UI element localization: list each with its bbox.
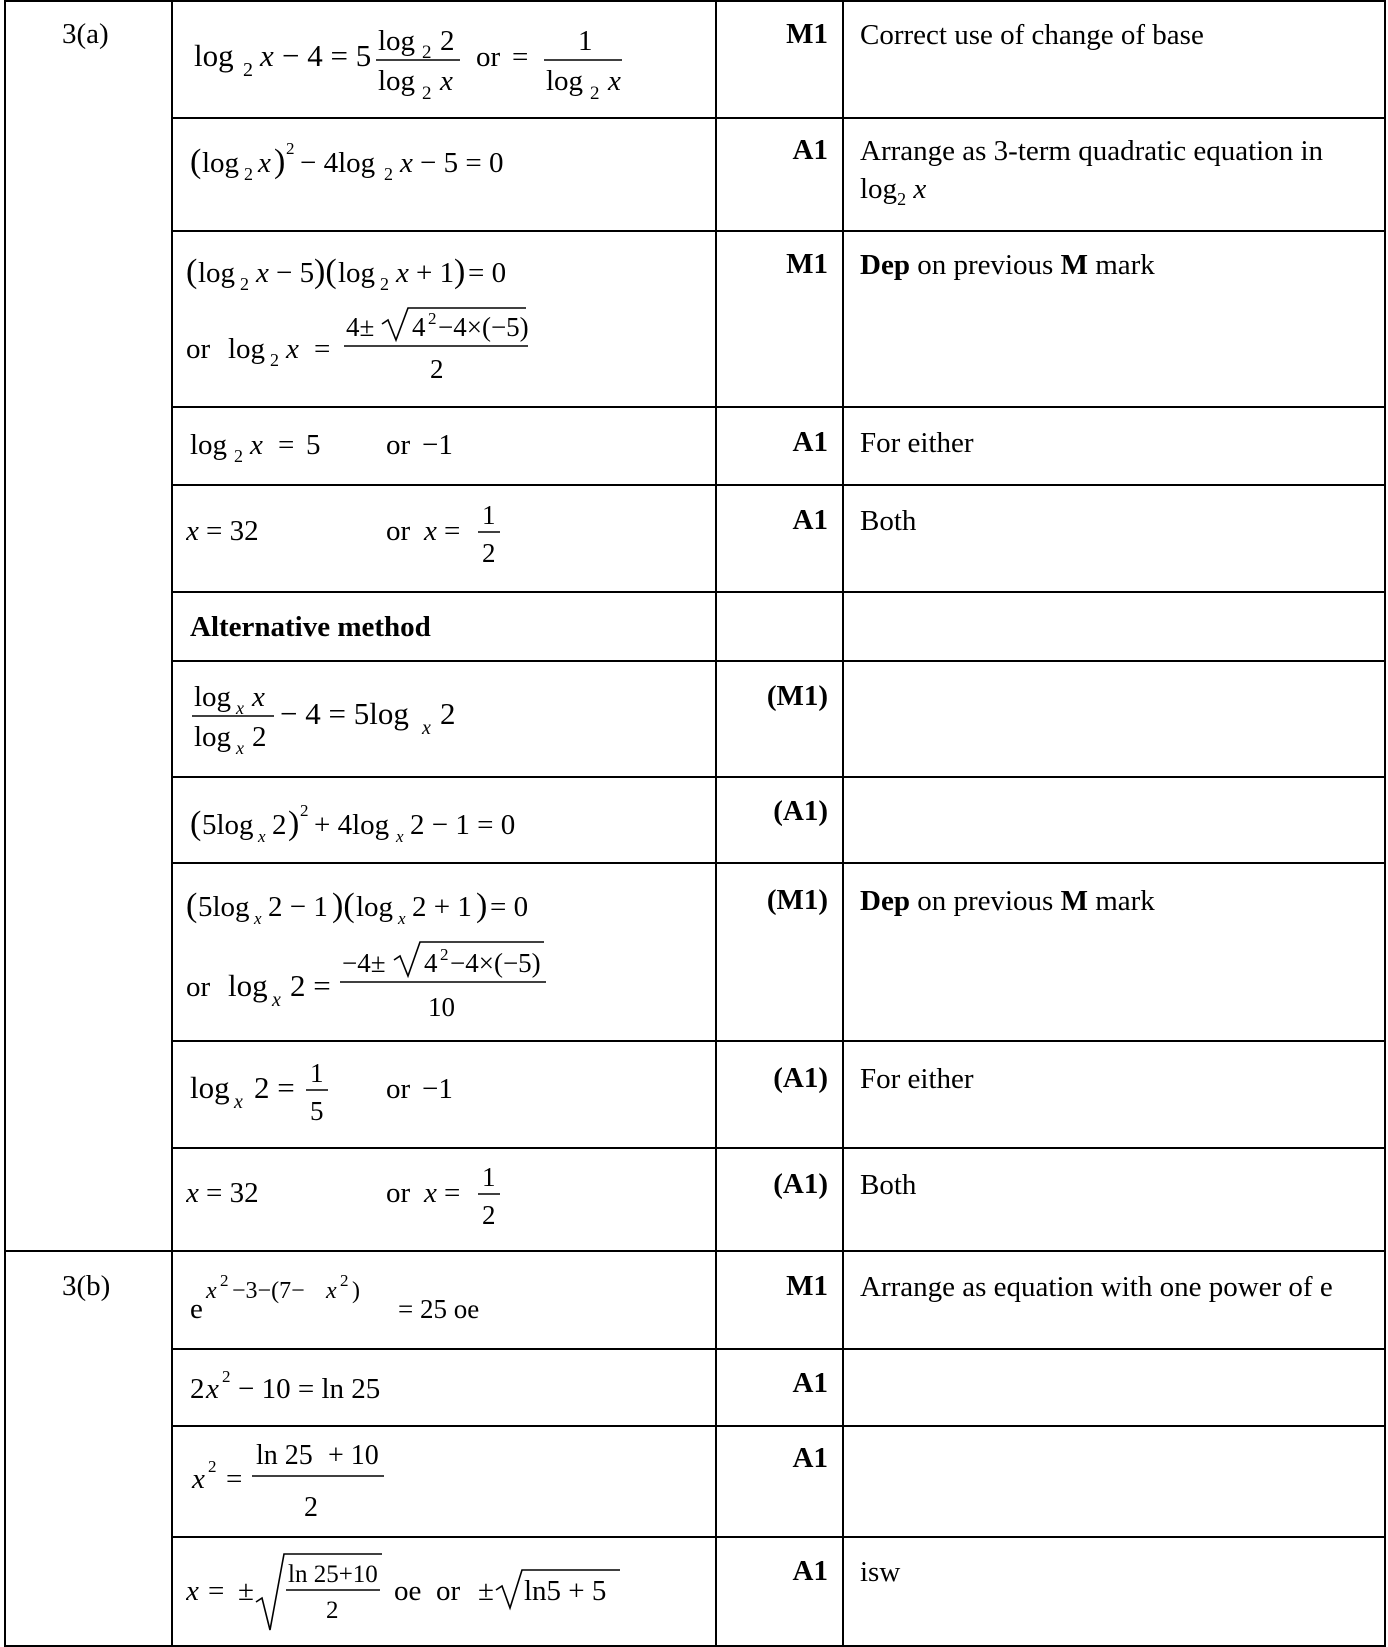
working-row-9 (186, 876, 706, 1041)
svg-text:−3−(7−: −3−(7− (232, 1278, 305, 1304)
working-row-5 (186, 498, 706, 583)
svg-text:=: = (444, 1177, 461, 1209)
comment-part: on previous (909, 249, 1061, 281)
svg-text:= 32: = 32 (206, 515, 259, 547)
table-divider-col3 (842, 0, 844, 1647)
svg-text:log: log (378, 65, 416, 97)
comment-text: For either (860, 427, 974, 459)
row-divider (171, 591, 1386, 593)
svg-text:log: log (338, 257, 376, 289)
comment-part: on previous (909, 885, 1061, 917)
ln25: ln 25 (256, 1440, 313, 1471)
mark-label: M1 (786, 1270, 828, 1302)
svg-text:±: ± (238, 1575, 254, 1607)
row-divider (171, 117, 1386, 119)
svg-text:x: x (398, 909, 406, 928)
svg-text:log: log (194, 721, 232, 753)
svg-text:x: x (396, 257, 409, 289)
svg-text:x: x (424, 515, 437, 547)
svg-text:ln 25+10: ln 25+10 (288, 1561, 378, 1588)
svg-text:x: x (258, 147, 271, 179)
svg-text:x: x (192, 1463, 205, 1495)
mark-label: M1 (786, 248, 828, 280)
working-row-8 (190, 798, 710, 863)
mark-label: A1 (792, 426, 828, 458)
svg-text:= 0: = 0 (490, 891, 529, 923)
svg-text:x: x (206, 1373, 219, 1405)
row-divider (171, 1425, 1386, 1427)
svg-text:2: 2 (244, 164, 253, 184)
mark-label: (M1) (766, 680, 828, 712)
equation-final-answer (186, 1540, 706, 1640)
svg-text:2: 2 (234, 446, 243, 466)
svg-text:− 4 = 5log: − 4 = 5log (280, 696, 409, 731)
working-row-15 (186, 1540, 706, 1645)
equation-alt-quadratic (190, 798, 710, 858)
svg-text:log: log (194, 681, 232, 713)
svg-text:1: 1 (310, 1058, 324, 1088)
working-row-3 (186, 240, 706, 405)
svg-text:2: 2 (220, 1271, 229, 1290)
svg-text:2: 2 (300, 801, 309, 820)
svg-text:2: 2 (304, 1492, 318, 1522)
svg-text:=: = (314, 333, 331, 365)
svg-text:)(: )( (332, 887, 355, 924)
row-divider (171, 660, 1386, 662)
svg-text:x: x (254, 909, 262, 928)
part-label-3a: 3(a) (62, 18, 109, 50)
svg-text:2: 2 (422, 83, 432, 104)
comment-text: isw (860, 1556, 901, 1588)
svg-text:− 5 = 0: − 5 = 0 (420, 147, 504, 179)
svg-text:x: x (186, 1177, 199, 1209)
svg-text:x: x (250, 429, 263, 461)
equation-x-values (186, 498, 706, 578)
working-row-14 (190, 1432, 710, 1527)
equation-alt-factorised (186, 876, 706, 1036)
svg-text:2: 2 (208, 1457, 217, 1476)
svg-text:=: = (208, 1575, 225, 1607)
svg-text:2 − 1: 2 − 1 (268, 891, 328, 923)
row-divider (171, 1348, 1386, 1350)
svg-text:2: 2 (272, 809, 287, 841)
svg-text:= 32: = 32 (206, 1177, 259, 1209)
comment-text: Correct use of change of base (860, 19, 1204, 51)
row-divider (171, 776, 1386, 778)
svg-text:2 + 1: 2 + 1 (412, 891, 472, 923)
mark-label: M1 (786, 18, 828, 50)
svg-text:4: 4 (424, 948, 438, 978)
table-border-left (4, 0, 6, 1647)
value-minus-1: −1 (422, 1073, 453, 1105)
comment-line: Arrange as 3-term quadratic equation in (860, 135, 1324, 167)
svg-text:2: 2 (482, 1200, 496, 1230)
working-row-7 (190, 672, 710, 767)
svg-text:log: log (190, 1070, 230, 1105)
svg-text:−4×(−5): −4×(−5) (438, 312, 529, 342)
svg-text:2: 2 (590, 83, 600, 104)
working-row-12 (190, 1262, 710, 1347)
equation-log-values (190, 420, 710, 470)
svg-text:−4±: −4± (342, 948, 386, 978)
comment-text: For either (860, 1063, 974, 1095)
svg-text:2: 2 (286, 139, 295, 158)
svg-text:1: 1 (578, 25, 593, 57)
equation-alt-change-of-base (190, 672, 710, 762)
mark-label: A1 (792, 504, 828, 536)
svg-text:x: x (186, 515, 199, 547)
comment-text (860, 132, 1323, 218)
comment-text: Arrange as equation with one power of e (860, 1271, 1333, 1303)
svg-text:x: x (424, 1177, 437, 1209)
svg-text:5: 5 (310, 1096, 324, 1126)
svg-text:+ 10: + 10 (328, 1440, 379, 1471)
row-divider (171, 230, 1386, 232)
svg-text:10: 10 (428, 992, 455, 1022)
comment-part: mark (1087, 885, 1155, 917)
svg-text:2: 2 (380, 274, 389, 294)
svg-text:log: log (194, 38, 234, 73)
svg-text:): ) (476, 887, 488, 924)
svg-text:x: x (206, 1278, 217, 1304)
or-word: or (476, 41, 501, 73)
svg-text:±: ± (478, 1575, 494, 1607)
svg-text:4±: 4± (346, 312, 375, 342)
table-border-top (4, 0, 1386, 2)
oe-word: oe (394, 1575, 422, 1607)
or-word: or (386, 429, 411, 461)
svg-text:= 0: = 0 (468, 257, 507, 289)
mark-label: (A1) (773, 1168, 828, 1200)
svg-text:x: x (234, 1091, 243, 1113)
svg-text:−4×(−5): −4×(−5) (450, 948, 541, 978)
mark-label: (A1) (773, 1062, 828, 1094)
mark-label: A1 (792, 1555, 828, 1587)
equation-alt-x-values (186, 1160, 706, 1240)
svg-text:log: log (228, 968, 268, 1003)
svg-text:x: x (252, 681, 265, 713)
comment-text (860, 882, 1155, 920)
svg-text:)(: )( (314, 253, 337, 290)
svg-text:2: 2 (428, 309, 437, 328)
svg-text:): ) (288, 805, 300, 842)
svg-text:2 − 1 = 0: 2 − 1 = 0 (410, 809, 516, 841)
comment-text (860, 246, 1155, 284)
svg-text:log: log (356, 891, 394, 923)
svg-text:e: e (190, 1293, 203, 1325)
svg-text:4: 4 (412, 312, 426, 342)
svg-text:2: 2 (422, 42, 432, 63)
comment-text: Both (860, 1169, 917, 1201)
svg-text:log: log (378, 25, 416, 57)
svg-text:log: log (202, 147, 240, 179)
comment-bold: Dep (860, 249, 910, 281)
svg-text:2: 2 (440, 696, 456, 731)
svg-text:5log: 5log (202, 809, 254, 841)
svg-text:x: x (440, 65, 453, 97)
or-word: or (386, 1073, 411, 1105)
working-row-11 (186, 1160, 706, 1245)
working-row-10 (190, 1054, 710, 1139)
comment-bold: M (1060, 885, 1088, 917)
working-row-13 (190, 1364, 710, 1419)
svg-text:=: = (226, 1463, 243, 1495)
part-divider (4, 1250, 1386, 1252)
svg-text:2: 2 (190, 1373, 205, 1405)
svg-text:x: x (272, 989, 281, 1011)
svg-text:2: 2 (326, 1597, 339, 1624)
or-word: or (186, 333, 211, 365)
table-divider-col1 (171, 0, 173, 1647)
svg-text:=: = (278, 429, 295, 461)
svg-text:x: x (236, 738, 244, 758)
svg-text:5log: 5log (198, 891, 250, 923)
svg-text:(: ( (186, 253, 198, 290)
svg-text:): ) (454, 253, 466, 290)
comment-bold: M (1060, 249, 1088, 281)
table-border-right (1384, 0, 1386, 1647)
value-5: 5 (306, 429, 321, 461)
svg-text:log: log (546, 65, 584, 97)
svg-text:): ) (352, 1278, 360, 1304)
or-word: or (186, 971, 211, 1003)
svg-text:x: x (286, 333, 299, 365)
mark-label: A1 (792, 1367, 828, 1399)
comment-math: $\log_2 x$ (860, 173, 927, 209)
svg-text:− 4log: − 4log (300, 147, 376, 179)
mark-label: A1 (792, 134, 828, 166)
svg-text:2: 2 (252, 721, 267, 753)
svg-text:x: x (256, 257, 269, 289)
alt-method-heading: Alternative method (190, 611, 431, 643)
svg-text:ln5 + 5: ln5 + 5 (524, 1575, 607, 1607)
working-row-2 (190, 136, 710, 201)
row-divider (171, 1536, 1386, 1538)
svg-text:=: = (512, 41, 529, 73)
svg-text:x: x (326, 1278, 337, 1304)
svg-text:(: ( (190, 143, 202, 180)
row-divider (171, 406, 1386, 408)
mark-label: A1 (792, 1442, 828, 1474)
svg-text:2: 2 (340, 1271, 349, 1290)
svg-text:(: ( (186, 887, 198, 924)
svg-text:x: x (236, 698, 244, 718)
svg-text:2: 2 (482, 538, 496, 568)
svg-text:x: x (422, 717, 431, 739)
comment-text: Both (860, 505, 917, 537)
or-word: or (386, 515, 411, 547)
equation-factorised (186, 240, 706, 400)
equation-change-of-base (190, 18, 710, 108)
part-label-3b: 3(b) (62, 1270, 111, 1302)
working-row-4 (190, 420, 710, 475)
equation-ln (190, 1364, 710, 1414)
svg-text:log: log (198, 257, 236, 289)
svg-text:+ 4log: + 4log (314, 809, 390, 841)
svg-text:2: 2 (440, 25, 455, 57)
svg-text:): ) (274, 143, 286, 180)
svg-text:x: x (186, 1575, 199, 1607)
equation-alt-log-values (190, 1054, 710, 1134)
equation-quadratic (190, 136, 710, 196)
svg-text:x: x (258, 827, 266, 846)
svg-text:(: ( (190, 805, 202, 842)
svg-text:x: x (400, 147, 413, 179)
svg-text:+ 1: + 1 (416, 257, 455, 289)
or-word: or (436, 1575, 461, 1607)
value-minus-1: −1 (422, 429, 453, 461)
svg-text:log: log (228, 333, 266, 365)
svg-text:=: = (444, 515, 461, 547)
equals-25-oe: = 25 oe (398, 1294, 480, 1324)
mark-label: (A1) (773, 795, 828, 827)
svg-text:2 =: 2 = (254, 1070, 295, 1105)
svg-text:− 10 = ln 25: − 10 = ln 25 (238, 1373, 381, 1405)
row-divider (171, 1147, 1386, 1149)
comment-bold: Dep (860, 885, 910, 917)
svg-text:1: 1 (482, 1162, 496, 1192)
equation-exponential (190, 1262, 710, 1342)
svg-text:2: 2 (440, 945, 449, 964)
svg-text:log: log (190, 429, 228, 461)
equation-x-squared (190, 1432, 710, 1522)
comment-part: mark (1087, 249, 1155, 281)
mark-label: (M1) (766, 884, 828, 916)
table-divider-col2 (715, 0, 717, 1647)
svg-text:− 5: − 5 (276, 257, 315, 289)
svg-text:1: 1 (482, 500, 496, 530)
svg-text:x: x (260, 38, 274, 73)
svg-text:2: 2 (270, 350, 279, 370)
svg-text:2: 2 (430, 354, 444, 384)
working-row-1 (190, 18, 710, 113)
row-divider (171, 484, 1386, 486)
svg-text:x: x (608, 65, 621, 97)
svg-text:2 =: 2 = (290, 968, 331, 1003)
svg-text:2: 2 (384, 164, 393, 184)
or-word: or (386, 1177, 411, 1209)
svg-text:x: x (396, 827, 404, 846)
svg-text:2: 2 (222, 1367, 231, 1386)
svg-text:2: 2 (243, 59, 253, 81)
svg-text:− 4 = 5: − 4 = 5 (282, 38, 372, 73)
svg-text:2: 2 (240, 274, 249, 294)
